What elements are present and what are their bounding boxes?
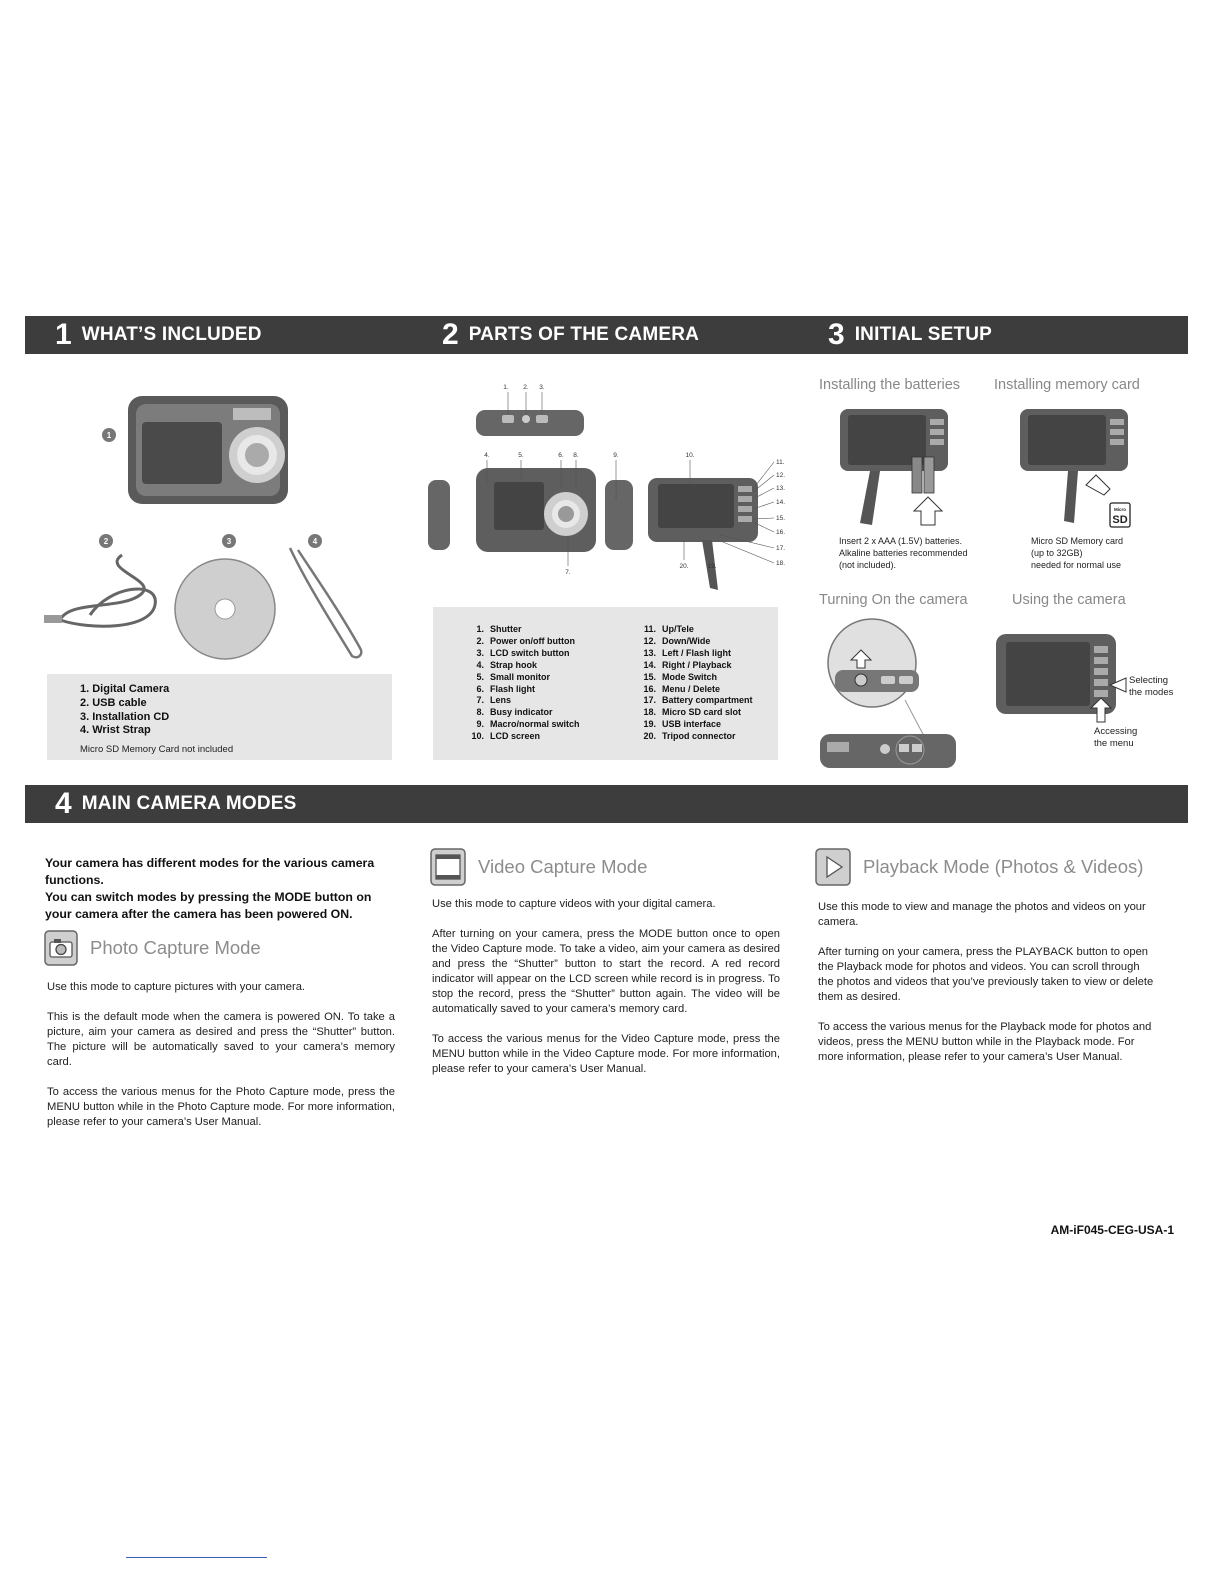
part-row: 4. Strap hook [476,659,538,670]
part-row: 14. Right / Playback [643,659,732,670]
battery-install-illustration [830,405,970,530]
installation-cd-image [175,559,275,659]
playback-mode-description: Use this mode to view and manage the photos and videos on your camera. After turning on your camera, press the PLAYBACK button to open the Playback mode for photos and videos. You can scroll through the photos and videos that you’ve previously taken to view or delete them as desired. To access the various menus for the Playback mode for photos and videos, press the MENU button while in the Playback mode. For more information, please refer to your camera’s User Manual. [818,901,1154,1063]
included-item: 4. Wrist Strap [80,724,151,737]
part-row: 17. Battery compartment [643,695,753,706]
callout-label: 12. [776,472,786,479]
camera-back-view [648,478,758,590]
callout-label: 6. [558,452,564,459]
usb-cable-image [60,555,155,626]
callout-label: 18. [776,560,786,567]
selecting-modes-label: Selecting the modes [1129,675,1174,698]
film-strip-icon [430,848,466,886]
part-row: 1. Shutter [476,624,522,634]
item-badge-4 [308,534,322,548]
part-row: 20. Tripod connector [643,731,736,742]
svg-text:3: 3 [226,537,232,546]
camera-parts-diagram [420,370,800,600]
callout-label: 5. [518,452,524,459]
wrist-strap-image [290,548,361,657]
play-icon [815,848,851,886]
item-badge-3 [222,534,236,548]
digital-camera-image [128,396,288,504]
part-row: 15. Mode Switch [643,671,718,682]
svg-text:1: 1 [106,431,112,440]
camera-side-view-right [605,480,633,550]
microsd-logo [1110,503,1130,527]
camera-top-view [476,410,584,436]
callout-label: 9. [613,452,619,459]
using-camera-title: Using the camera [1012,592,1126,608]
part-row: 3. LCD switch button [476,647,570,658]
callout-label: 14. [776,499,786,506]
part-row: 11. Up/Tele [643,624,694,634]
svg-text:4: 4 [312,537,318,546]
section-3-title: 3 INITIAL SETUP [828,318,993,351]
installing-memory-card-title: Installing memory card [994,377,1140,393]
callout-label: 19. [707,563,717,570]
parts-list-right [640,624,753,743]
svg-text:2: 2 [103,537,109,546]
callout-label: 20. [679,563,689,570]
part-row: 10. LCD screen [471,731,541,742]
part-row: 19. USB interface [643,719,722,730]
power-on-illustration [815,618,965,773]
modes-intro: Your camera has different modes for the various camera functions. You can switch modes by pressing the MODE button on your camera after the camera has been powered ON. [45,856,375,921]
photo-camera-icon [44,930,78,966]
parts-list-left [468,624,580,743]
part-row: 18. Micro SD card slot [643,707,742,718]
callout-label: 7. [565,569,571,576]
callout-label: 1. [503,384,509,391]
callout-label: 11. [776,459,785,466]
included-item: 3. Installation CD [80,710,170,723]
part-row: 6. Flash light [476,683,535,694]
photo-mode-heading: Photo Capture Mode [44,930,261,966]
included-item: 1. Digital Camera [80,683,170,695]
footer-link-underline [126,1557,267,1558]
accessing-menu-label: Accessing the menu [1094,726,1138,749]
video-mode-description: Use this mode to capture videos with your digital camera. After turning on your camera, press the MODE button once to open the Video Capture mode. To take a video, aim your camera as desired and press the “Shutter” button to start the record. A red record indicator will appear on the LCD screen while record is in progress. To stop the record, press the “Shutter” button again. The video will be automatically saved to your camera’s memory card. To access the various menus for the Video Capture mode, press the MENU button while in the Video Capture mode. For more information, please refer to your camera’s User Manual. [432,898,780,1075]
camera-front-view [476,468,596,552]
callout-label: 15. [776,515,786,522]
part-row: 9. Macro/normal switch [476,719,580,730]
part-row: 7. Lens [476,695,512,706]
callout-label: 13. [776,485,786,492]
callout-label: 4. [484,452,490,459]
callout-label: 10. [685,452,695,459]
part-row: 8. Busy indicator [476,707,553,718]
callout-label: 2. [523,384,529,391]
video-mode-heading: Video Capture Mode [430,848,647,886]
svg-text:Micro: Micro [1113,507,1127,512]
callout-label: 17. [776,545,786,552]
memory-card-install-illustration [1010,405,1140,530]
microsd-not-included-note: Micro SD Memory Card not included [80,744,234,755]
included-items-list [80,683,169,738]
installing-batteries-title: Installing the batteries [819,377,961,393]
svg-text:SD: SD [1112,514,1128,526]
memory-card-caption: Micro SD Memory card (up to 32GB) needed for normal use [1031,536,1124,570]
included-item: 2. USB cable [80,696,147,709]
section-1-title: 1 WHAT’S INCLUDED [55,318,262,351]
document-code: AM-iF045-CEG-USA-1 [1050,1223,1174,1237]
part-row: 12. Down/Wide [643,635,711,646]
part-row: 16. Menu / Delete [643,683,721,694]
section-4-title: 4 MAIN CAMERA MODES [55,787,297,820]
item-badge-1 [102,428,116,442]
part-row: 5. Small monitor [476,671,551,682]
callout-label: 3. [539,384,545,391]
playback-mode-heading: Playback Mode (Photos & Videos) [815,848,1143,886]
turning-on-camera-title: Turning On the camera [819,592,968,608]
callout-label: 8. [573,452,579,459]
item-badge-2 [99,534,113,548]
included-items-illustration [30,380,410,680]
callout-label: 16. [776,529,786,536]
batteries-caption: Insert 2 x AAA (1.5V) batteries. Alkaline batteries recommended (not included). [839,536,968,570]
photo-mode-description: Use this mode to capture pictures with your camera. This is the default mode when the camera is powered ON. To take a picture, aim your camera as desired and press the “Shutter” button. The picture will be automatically saved to your camera’s memory card. To access the various menus for the Photo Capture mode, press the MENU button while in the Photo Capture mode. For more information, please refer to your camera’s User Manual. [47,981,395,1128]
part-row: 13. Left / Flash light [643,647,731,658]
part-row: 2. Power on/off button [476,635,575,646]
camera-side-view [428,480,450,550]
section-2-title: 2 PARTS OF THE CAMERA [442,318,700,351]
